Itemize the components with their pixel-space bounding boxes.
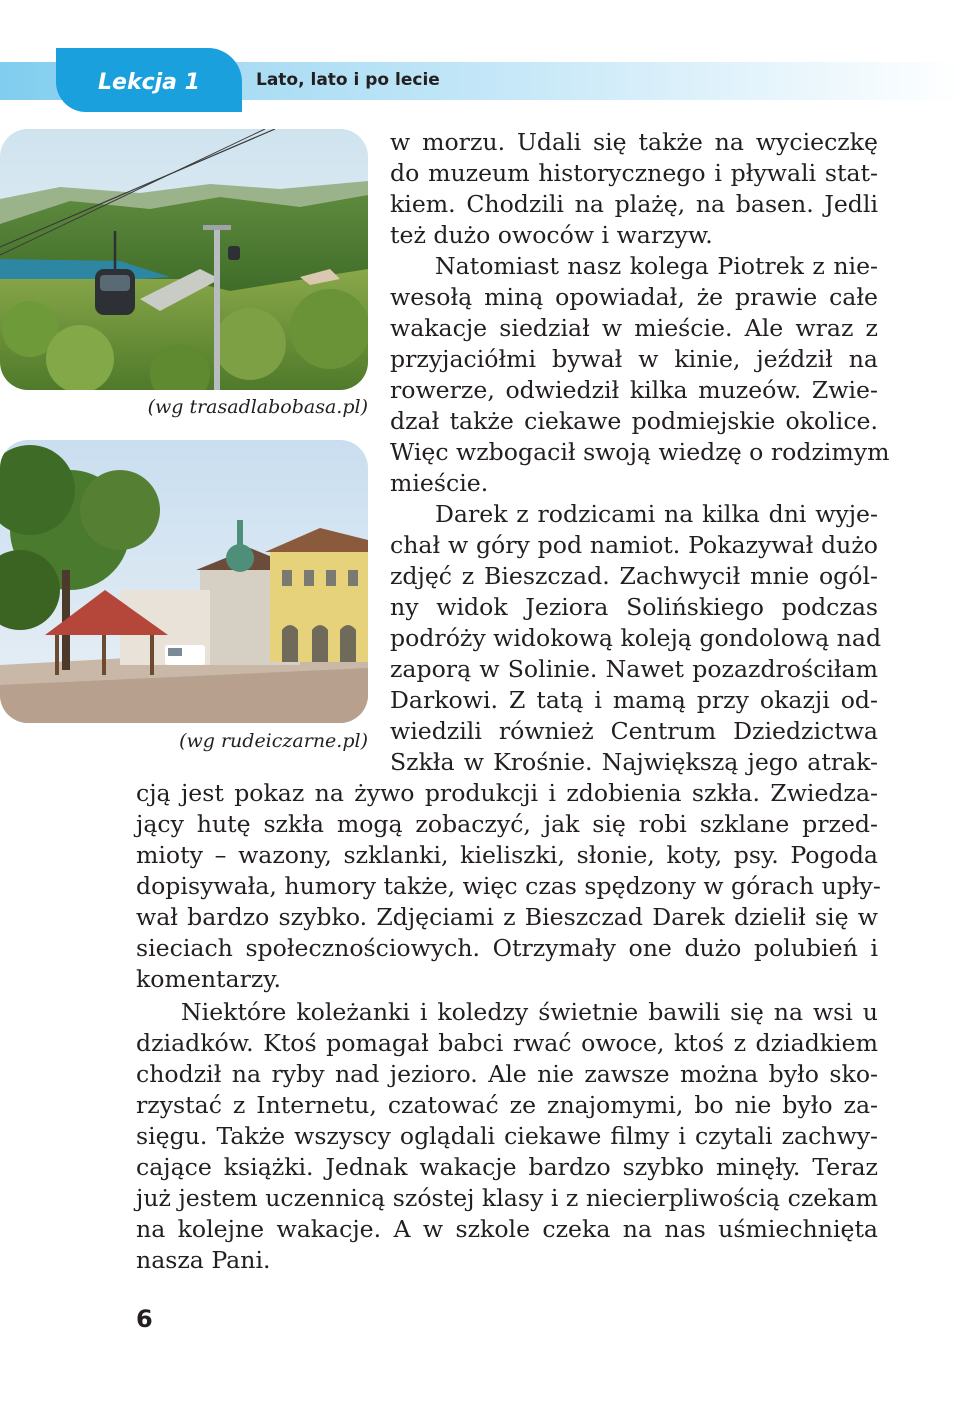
text-line: zdjęć z Bieszczad. Zachwycił mnie ogól- xyxy=(390,562,878,590)
text-line: Natomiast nasz kolega Piotrek z nie- xyxy=(435,252,878,280)
text-line: podróży widokową koleją gondolową nad xyxy=(390,624,882,652)
text-line: chodził na ryby nad jezioro. Ale nie zawsze można było sko- xyxy=(136,1060,878,1088)
photo-caption-2: (wg rudeiczarne.pl) xyxy=(179,730,368,752)
town-square-photo xyxy=(0,440,368,723)
text-line: cją jest pokaz na żywo produkcji i zdobienia szkła. Zwiedza- xyxy=(136,779,878,807)
text-line: chał w góry pod namiot. Pokazywał dużo xyxy=(390,531,878,559)
text-line: rzystać z Internetu, czatować ze znajomymi, bo nie było za- xyxy=(136,1091,878,1119)
text-line: dopisywała, humory także, więc czas spędzony w górach upły- xyxy=(136,872,881,900)
text-line: dzał także ciekawe podmiejskie okolice. xyxy=(390,407,878,435)
text-line: ny widok Jeziora Solińskiego podczas xyxy=(390,593,878,621)
text-line: cające książki. Jednak wakacje bardzo szybko minęły. Teraz xyxy=(136,1153,878,1181)
lesson-tab xyxy=(56,48,242,112)
text-line: w morzu. Udali się także na wycieczkę xyxy=(390,128,878,156)
text-line: Darek z rodzicami na kilka dni wyje- xyxy=(435,500,878,528)
text-line: kiem. Chodzili na plażę, na basen. Jedli xyxy=(390,190,878,218)
text-line: nasza Pani. xyxy=(136,1246,271,1274)
text-line: rowerze, odwiedził kilka muzeów. Zwie- xyxy=(390,376,878,404)
lesson-label: Lekcja 1 xyxy=(98,70,200,95)
text-line: mieście. xyxy=(390,469,489,497)
text-line: sieciach społecznościowych. Otrzymały one dużo polubień i xyxy=(136,934,878,962)
page-number: 6 xyxy=(136,1305,153,1333)
text-line: do muzeum historycznego i pływali stat- xyxy=(390,159,878,187)
text-line: też dużo owoców i warzyw. xyxy=(390,221,713,249)
text-line: Więc wzbogacił swoją wiedzę o rodzimym xyxy=(390,438,890,466)
text-line: Darkowi. Z tatą i mamą przy okazji od- xyxy=(390,686,878,714)
text-line: przyjaciółmi bywał w kinie, jeździł na xyxy=(390,345,878,373)
text-line: wał bardzo szybko. Zdjęciami z Bieszczad Darek dzielił się w xyxy=(136,903,878,931)
text-line: mioty – wazony, szklanki, kieliszki, słonie, koty, psy. Pogoda xyxy=(136,841,878,869)
text-line: jący hutę szkła mogą zobaczyć, jak się robi szklane przed- xyxy=(136,810,878,838)
text-line: Niektóre koleżanki i koledzy świetnie bawili się na wsi u xyxy=(181,998,878,1026)
text-line: Szkła w Krośnie. Największą jego atrak- xyxy=(390,748,878,776)
text-line: komentarzy. xyxy=(136,965,281,993)
text-line: już jestem uczennicą szóstej klasy i z niecierpliwością czekam xyxy=(136,1184,878,1212)
text-line: na kolejne wakacje. A w szkole czeka na nas uśmiechnięta xyxy=(136,1215,878,1243)
text-line: dziadków. Ktoś pomagał babci rwać owoce, ktoś z dziadkiem xyxy=(136,1029,878,1057)
photo-caption-1: (wg trasadlabobasa.pl) xyxy=(147,396,368,418)
text-line: wakacje siedział w mieście. Ale wraz z xyxy=(390,314,878,342)
text-line: wiedzili również Centrum Dziedzictwa xyxy=(390,717,878,745)
text-line: zaporą w Solinie. Nawet pozazdrościłam xyxy=(390,655,878,683)
text-line: wesołą miną opowiadał, że prawie całe xyxy=(390,283,878,311)
text-line: sięgu. Także wszyscy oglądali ciekawe filmy i czytali zachwy- xyxy=(136,1122,878,1150)
gondola-lake-photo xyxy=(0,129,368,390)
lesson-title: Lato, lato i po lecie xyxy=(256,70,440,90)
